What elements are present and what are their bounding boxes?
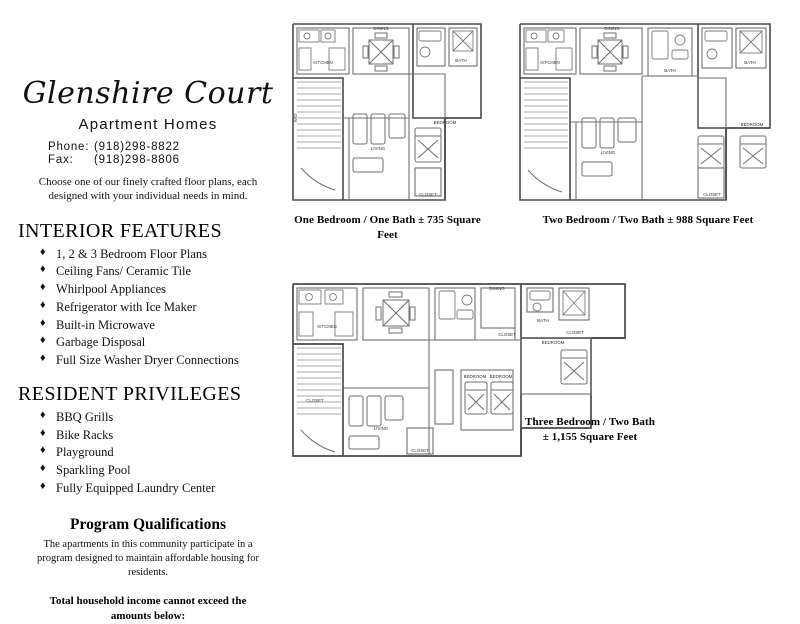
- resident-privileges-heading: RESIDENT PRIVILEGES: [18, 382, 242, 405]
- list-item: ♦ Sparkling Pool: [40, 462, 278, 480]
- room-label-bath: BATH: [744, 60, 756, 65]
- floor-plan-three-bedroom: [285, 278, 655, 463]
- program-qualifications-heading: Program Qualifications: [70, 515, 226, 533]
- interior-features-heading: INTERIOR FEATURES: [18, 219, 223, 242]
- brand-subtitle: Apartment Homes: [78, 115, 218, 133]
- phone-value: (918)298-8822: [94, 140, 180, 153]
- list-item: ♦ Refrigerator with Ice Maker: [40, 299, 278, 317]
- room-label-wd: W/D: [293, 113, 298, 123]
- list-item: ♦ 1, 2 & 3 Bedroom Floor Plans: [40, 246, 278, 264]
- list-item: ♦ Fully Equipped Laundry Center: [40, 480, 278, 498]
- room-label-closet-2: CLOSET: [498, 332, 516, 337]
- floor-plan-one-bedroom: [285, 18, 490, 243]
- room-label-closet: CLOSET: [703, 192, 721, 197]
- room-label-closet-top: CLOSET: [566, 330, 584, 335]
- page-title: Glenshire Court: [22, 76, 274, 111]
- room-label-bath: BATH: [455, 58, 467, 63]
- tagline: Choose one of our finely crafted floor plans, each designed with your individual needs in mind.: [38, 175, 258, 203]
- resident-privileges-list: [18, 409, 278, 498]
- list-item: ♦ Full Size Washer Dryer Connections: [40, 352, 278, 370]
- program-qualifications-body: The apartments in this community participate in a program designed to maintain affordable housing for residents.: [37, 538, 259, 578]
- income-limit-note: Total household income cannot exceed the amounts below:: [49, 595, 247, 622]
- floor-plan-three-bedroom-caption-line2: ± 1,155 Square Feet: [542, 431, 638, 444]
- room-label-kitchen: KITCHEN: [317, 324, 337, 329]
- room-label-dining: DINING: [604, 26, 620, 31]
- floor-plan-two-bedroom-image: [512, 18, 784, 206]
- list-item: ♦ Ceiling Fans/ Ceramic Tile: [40, 263, 278, 281]
- phone-label: Phone:: [48, 140, 90, 153]
- floor-plan-three-bedroom-caption-line1: Three Bedroom / Two Bath: [525, 416, 655, 429]
- room-label-closet: CLOSET: [419, 192, 437, 197]
- room-label-bedroom: BEDROOM: [740, 122, 764, 127]
- room-label-closet: CLOSET: [411, 448, 429, 453]
- room-label-bedroom-1: BEDROOM: [541, 340, 565, 345]
- room-label-living: LIVING: [600, 150, 616, 155]
- room-label-kitchen: KITCHEN: [313, 60, 333, 65]
- list-item: ♦ Whirlpool Appliances: [40, 281, 278, 299]
- floor-plan-two-bedroom-caption: Two Bedroom / Two Bath ± 988 Square Feet: [542, 214, 754, 226]
- fax-label: Fax:: [48, 153, 74, 166]
- room-label-bath-2: BATH: [664, 68, 676, 73]
- phone-row: [48, 141, 278, 153]
- floor-plan-one-bedroom-image: [285, 18, 490, 206]
- list-item: ♦ BBQ Grills: [40, 409, 278, 427]
- floor-plan-three-bedroom-caption: [510, 415, 670, 445]
- floor-plan-one-bedroom-caption: One Bedroom / One Bath ± 735 Square Feet: [294, 214, 481, 241]
- brand-and-features-column: [18, 78, 278, 624]
- room-label-bedroom: BEDROOM: [433, 120, 457, 125]
- fax-row: [48, 154, 278, 166]
- list-item: ♦ Bike Racks: [40, 427, 278, 445]
- room-label-bedroom-3: BEDROOM: [489, 374, 513, 379]
- contact-info: [18, 141, 278, 166]
- room-label-dining: DINING: [373, 26, 389, 31]
- room-label-closet-3: CLOSET: [306, 398, 324, 403]
- room-label-kitchen: KITCHEN: [540, 60, 560, 65]
- room-label-living: LIVING: [373, 426, 389, 431]
- interior-features-list: [18, 246, 278, 370]
- list-item: ♦ Built-in Microwave: [40, 317, 278, 335]
- fax-value: (918)298-8806: [94, 153, 180, 166]
- room-label-living: LIVING: [370, 146, 386, 151]
- floor-plan-two-bedroom: [512, 18, 784, 228]
- room-label-dining: DINING: [489, 286, 505, 291]
- room-label-bedroom-2: BEDROOM: [463, 374, 487, 379]
- list-item: ♦ Garbage Disposal: [40, 334, 278, 352]
- list-item: ♦ Playground: [40, 444, 278, 462]
- room-label-bath: BATH: [537, 318, 549, 323]
